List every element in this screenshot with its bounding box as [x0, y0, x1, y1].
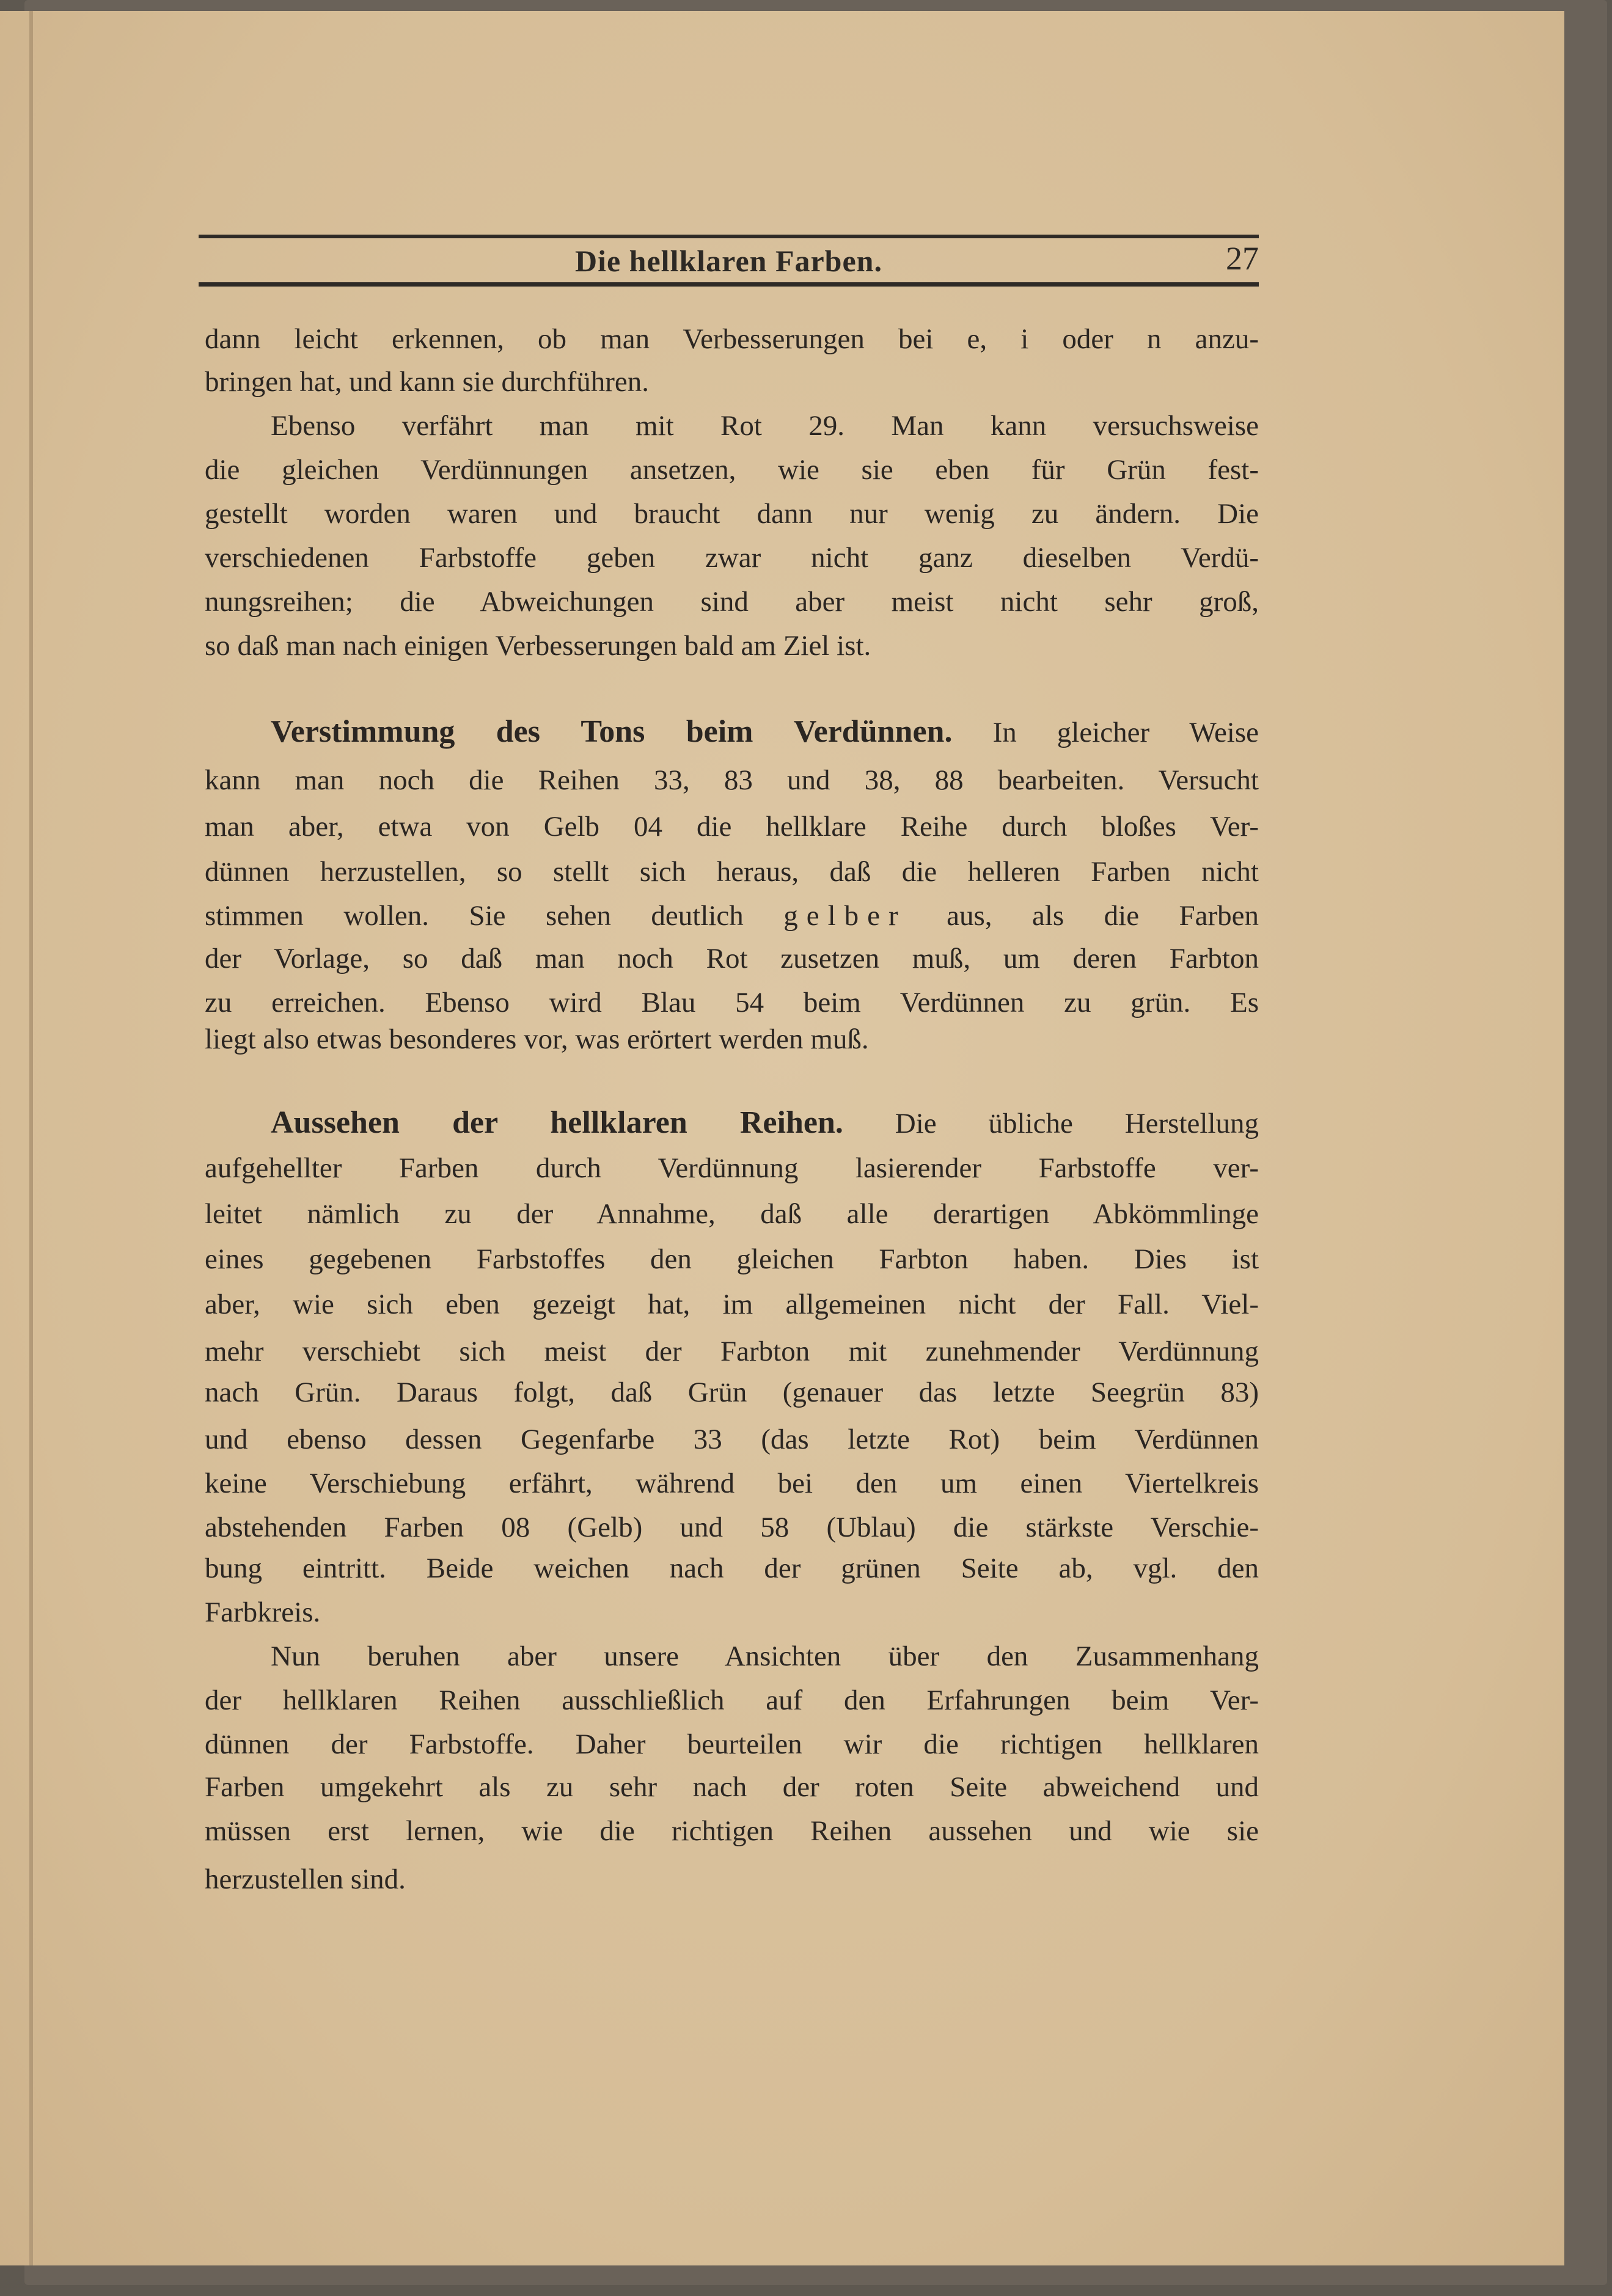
- text-line: [205, 1726, 1259, 1763]
- line-text: zu erreichen. Ebenso wird Blau 54 beim Verdünnen zu grün. Es: [205, 987, 1259, 1018]
- line-text: stimmen wollen. Sie sehen deutlich: [205, 900, 744, 932]
- text-line: [205, 1196, 1259, 1232]
- text-line: [205, 364, 1259, 400]
- line-text: Die übliche Herstellung: [895, 1108, 1259, 1139]
- line-text: eines gegebenen Farbstoffes den gleichen Farbton haben. Dies ist: [205, 1243, 1259, 1275]
- line-text: nungsreihen; die Abweichungen sind aber meist nicht sehr groß,: [205, 586, 1259, 618]
- line-text: müssen erst lernen, wie die richtigen Reihen aussehen und wie sie: [205, 1815, 1259, 1847]
- line-text: Ebenso verfährt man mit Rot 29. Man kann versuchsweise: [271, 410, 1259, 442]
- text-line: [205, 940, 1259, 977]
- text-line: [205, 321, 1259, 357]
- line-text: leitet nämlich zu der Annahme, daß alle derartigen Abkömmlinge: [205, 1198, 1259, 1230]
- text-line: [271, 1638, 1259, 1675]
- text-line: [205, 1509, 1259, 1546]
- text-line: [205, 583, 1259, 620]
- text-line: [205, 854, 1259, 890]
- line-text: Farbkreis.: [205, 1596, 321, 1628]
- text-line: [205, 1286, 1259, 1323]
- text-line: [205, 1021, 1259, 1058]
- header-rule-bottom: [199, 282, 1259, 287]
- section-heading-line: [271, 1105, 1259, 1142]
- line-text: aus, als die Farben: [947, 900, 1259, 932]
- text-line: [205, 1421, 1259, 1458]
- line-text: abstehenden Farben 08 (Gelb) und 58 (Ublau) die stärkste Verschie-: [205, 1512, 1259, 1543]
- line-text: verschiedenen Farbstoffe geben zwar nicht ganz dieselben Verdü-: [205, 542, 1259, 574]
- line-text: die gleichen Verdünnungen ansetzen, wie sie eben für Grün fest-: [205, 454, 1259, 486]
- text-line: [205, 984, 1259, 1021]
- line-text: kann man noch die Reihen 33, 83 und 38, 88 bearbeiten. Versucht: [205, 764, 1259, 796]
- text-line: [205, 452, 1259, 488]
- line-text: In gleicher Weise: [992, 717, 1259, 748]
- text-line: [205, 627, 1259, 664]
- line-text: bung eintritt. Beide weichen nach der grünen Seite ab, vgl. den: [205, 1552, 1259, 1584]
- line-text: keine Verschiebung erfährt, während bei den um einen Viertelkreis: [205, 1468, 1259, 1499]
- line-text: aber, wie sich eben gezeigt hat, im allgemeinen nicht der Fall. Viel-: [205, 1289, 1259, 1320]
- section-heading-line: [271, 714, 1259, 751]
- text-line: [205, 1465, 1259, 1502]
- section-heading: Verstimmung des Tons beim Verdünnen.: [271, 714, 953, 749]
- text-line: [205, 1861, 1259, 1898]
- line-text: aufgehellter Farben durch Verdünnung lasierender Farbstoffe ver-: [205, 1152, 1259, 1184]
- page-number: 27: [1226, 240, 1259, 277]
- line-text: dünnen herzustellen, so stellt sich heraus, daß die helleren Farben nicht: [205, 856, 1259, 888]
- running-title: Die hellklaren Farben.: [574, 244, 882, 278]
- text-line: [205, 539, 1259, 576]
- text-line: [205, 1769, 1259, 1805]
- text-line: [205, 1594, 1259, 1631]
- text-line: [205, 1333, 1259, 1370]
- section-heading: Aussehen der hellklaren Reihen.: [271, 1105, 843, 1140]
- text-line: [205, 1374, 1259, 1411]
- line-text: dünnen der Farbstoffe. Daher beurteilen wir die richtigen hellklaren: [205, 1728, 1259, 1760]
- text-line: [205, 1682, 1259, 1719]
- text-line: [205, 898, 1259, 934]
- text-line: [205, 1241, 1259, 1278]
- emphasized-word: gelber: [783, 900, 907, 932]
- text-line: [205, 1150, 1259, 1186]
- line-text: bringen hat, und kann sie durchführen.: [205, 366, 649, 398]
- line-text: so daß man nach einigen Verbesserungen bald am Ziel ist.: [205, 630, 871, 662]
- line-text: Nun beruhen aber unsere Ansichten über den Zusammenhang: [271, 1640, 1259, 1672]
- text-line: [205, 762, 1259, 799]
- line-text: mehr verschiebt sich meist der Farbton mit zunehmender Verdünnung: [205, 1336, 1259, 1367]
- line-text: Farben umgekehrt als zu sehr nach der roten Seite abweichend und: [205, 1771, 1259, 1803]
- line-text: und ebenso dessen Gegenfarbe 33 (das letzte Rot) beim Verdünnen: [205, 1424, 1259, 1455]
- line-text: nach Grün. Daraus folgt, daß Grün (genauer das letzte Seegrün 83): [205, 1377, 1259, 1408]
- text-line: [205, 808, 1259, 845]
- line-text: dann leicht erkennen, ob man Verbesserungen bei e, i oder n anzu-: [205, 323, 1259, 355]
- text-line: [271, 408, 1259, 444]
- header-rule-top: [199, 235, 1259, 238]
- line-text: der Vorlage, so daß man noch Rot zusetzen muß, um deren Farbton: [205, 943, 1259, 974]
- text-line: [205, 1550, 1259, 1587]
- line-text: gestellt worden waren und braucht dann nur wenig zu ändern. Die: [205, 498, 1259, 530]
- text-line: [205, 495, 1259, 532]
- line-text: liegt also etwas besonderes vor, was erörtert werden muß.: [205, 1023, 869, 1055]
- line-text: herzustellen sind.: [205, 1863, 406, 1895]
- line-text: der hellklaren Reihen ausschließlich auf den Erfahrungen beim Ver-: [205, 1684, 1259, 1716]
- line-text: man aber, etwa von Gelb 04 die hellklare Reihe durch bloßes Ver-: [205, 811, 1259, 843]
- binding-edge: [29, 11, 33, 2265]
- text-line: [205, 1813, 1259, 1849]
